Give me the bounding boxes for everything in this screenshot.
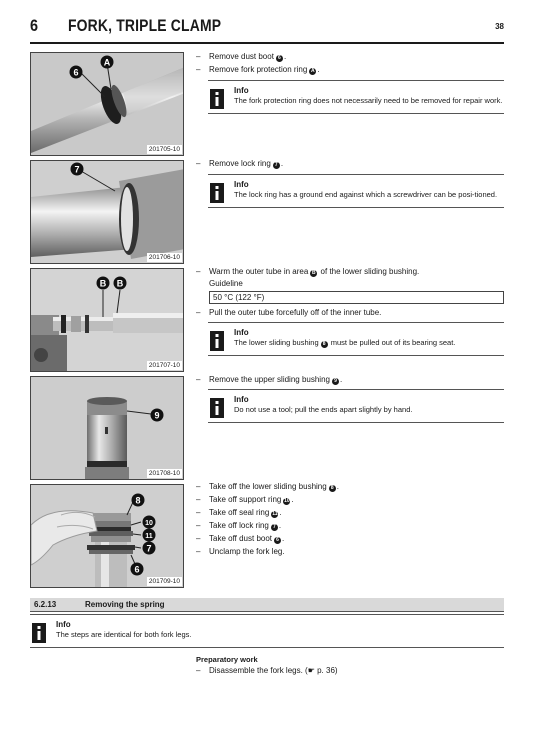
label-6: 6 <box>134 564 140 575</box>
info-text: The lower sliding bushing 8 must be pulled out of its bearing seat. <box>234 338 456 347</box>
photo-code: 201707-10 <box>148 362 180 369</box>
photo-201709 <box>30 484 184 588</box>
ref-badge: B <box>312 270 316 276</box>
ref-badge: 9 <box>332 378 339 385</box>
ref-badge: 7 <box>273 162 280 169</box>
fork-photo-1 <box>31 53 184 156</box>
section-number: 6.2.13 <box>34 600 57 609</box>
info-text: The lock ring has a ground end against which a screwdriver can be posi-tioned. <box>234 190 498 199</box>
info-icon <box>32 623 46 643</box>
chapter-number: 6 <box>30 16 39 35</box>
ref-badge: A <box>310 68 315 74</box>
photo-code: 201709-10 <box>148 578 180 585</box>
label-A: A <box>103 57 111 68</box>
step-item: – Take off lock ring 7 . <box>196 519 504 532</box>
steps-5 <box>196 480 504 558</box>
info-icon <box>210 331 224 351</box>
step-item: – Remove the upper sliding bushing 9 . <box>196 373 504 386</box>
info-box <box>208 389 504 423</box>
guideline-label: Guideline <box>209 279 243 288</box>
fork-photo-4 <box>31 377 184 480</box>
steps-3a <box>196 265 504 278</box>
label-B1: B <box>99 278 107 289</box>
step-item: – Take off seal ring 11 . <box>196 506 504 519</box>
steps-2 <box>196 157 504 170</box>
info-icon <box>210 89 224 109</box>
steps-1 <box>196 50 504 76</box>
photo-201708 <box>30 376 184 480</box>
info-title: Info <box>234 86 249 95</box>
label-11: 11 <box>145 533 153 540</box>
chapter-title: FORK, TRIPLE CLAMP <box>68 16 222 35</box>
photo-code: 201706-10 <box>148 254 180 261</box>
photo-code: 201708-10 <box>148 470 180 477</box>
info-title: Info <box>234 395 249 404</box>
step-item: – Remove fork protection ring A . <box>196 63 504 76</box>
info-title: Info <box>56 620 71 629</box>
info-text: Do not use a tool; pull the ends apart slightly by hand. <box>234 405 413 414</box>
header-rule <box>30 42 504 44</box>
cross-reference[interactable]: Disassemble the fork legs. (☛ p. 36) <box>209 666 338 675</box>
step-item <box>196 664 504 677</box>
label-10: 10 <box>145 520 153 527</box>
ref-badge: 8 <box>329 485 336 492</box>
step-item: – Warm the outer tube in area B of the lower sliding bushing. <box>196 265 504 278</box>
label-6: 6 <box>73 67 79 78</box>
fork-photo-3 <box>31 269 184 372</box>
fork-photo-2 <box>31 161 184 264</box>
fork-photo-5 <box>31 485 184 588</box>
label-B2: B <box>116 278 124 289</box>
info-icon <box>210 398 224 418</box>
info-box <box>208 174 504 208</box>
preparatory-steps <box>196 664 504 677</box>
photo-code: 201705-10 <box>148 146 180 153</box>
step-item: – Take off the lower sliding bushing 8 . <box>196 480 504 493</box>
info-box <box>30 614 504 648</box>
section-title: Removing the spring <box>85 600 165 609</box>
photo-201706 <box>30 160 184 264</box>
step-item: – Take off dust boot 6 . <box>196 532 504 545</box>
ref-badge: 6 <box>276 55 283 62</box>
info-text: The steps are identical for both fork legs. <box>56 630 192 639</box>
section-heading <box>30 598 504 612</box>
step-item: – Remove dust boot 6 . <box>196 50 504 63</box>
label-9: 9 <box>154 410 160 421</box>
ref-badge: 10 <box>284 498 290 504</box>
label-7: 7 <box>74 164 80 175</box>
label-8: 8 <box>135 495 141 506</box>
info-text: The fork protection ring does not necessarily need to be removed for repair work. <box>234 96 503 105</box>
info-title: Info <box>234 180 249 189</box>
page-number: 38 <box>495 22 504 31</box>
ref-badge: 7 <box>271 524 278 531</box>
guideline-value: 50 °C (122 °F) <box>209 291 504 304</box>
steps-4 <box>196 373 504 386</box>
step-item: – Pull the outer tube forcefully off of the inner tube. <box>196 306 504 319</box>
step-item: – Take off support ring 10 . <box>196 493 504 506</box>
step-item: – Remove lock ring 7 . <box>196 157 504 170</box>
info-icon <box>210 183 224 203</box>
photo-201707 <box>30 268 184 372</box>
step-item: – Unclamp the fork leg. <box>196 545 504 558</box>
ref-badge: 8 <box>321 341 328 348</box>
info-box <box>208 322 504 356</box>
ref-badge: 6 <box>274 537 281 544</box>
info-title: Info <box>234 328 249 337</box>
ref-badge: 11 <box>272 511 278 517</box>
label-7: 7 <box>146 543 152 554</box>
steps-3b <box>196 306 504 319</box>
info-box <box>208 80 504 114</box>
preparatory-title: Preparatory work <box>196 655 258 664</box>
page-header <box>30 16 504 42</box>
photo-201705 <box>30 52 184 156</box>
